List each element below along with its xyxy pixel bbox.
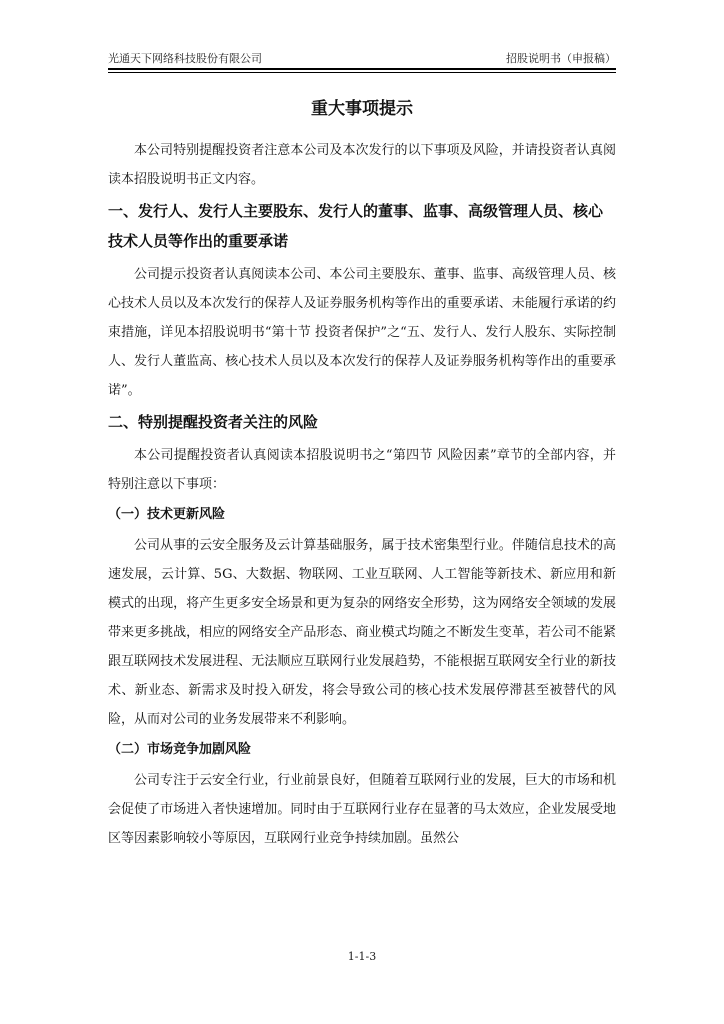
header-company-name: 光通天下网络科技股份有限公司: [108, 52, 262, 65]
section-1-body: 公司提示投资者认真阅读本公司、本公司主要股东、董事、监事、高级管理人员、核心技术人员以及本次发行的保荐人及证券服务机构等作出的重要承诺、未能履行承诺的约束措施，详见本招股说明书“第十节 投资者保护”之“五、发行人、发行人股东、实际控制人、发行人董监高、核心技术人员以及本次发行的保荐人及证券服务机构等作出的重要承诺”。: [108, 267, 616, 398]
page-content: [108, 96, 616, 853]
section-1-heading: 一、发行人、发行人主要股东、发行人的董事、监事、高级管理人员、核心技术人员等作出的重要承诺: [108, 202, 604, 250]
risk-1-body: 公司从事的云安全服务及云计算基础服务，属于技术密集型行业。伴随信息技术的高速发展，云计算、5G、大数据、物联网、工业互联网、人工智能等新技术、新应用和新模式的出现，将产生更多安全场景和更为复杂的网络安全形势，这为网络安全领域的发展带来更多挑战，相应的网络安全产品形态、商业模式均随之不断发生变革，若公司不能紧跟互联网技术发展进程、无法顺应互联网行业发展趋势，不能根据互联网安全行业的新技术、新业态、新需求及时投入研发，将会导致公司的核心技术发展停滞甚至被替代的风险，从而对公司的业务发展带来不利影响。: [108, 538, 616, 727]
section-2-body: 本公司提醒投资者认真阅读本招股说明书之“第四节 风险因素”章节的全部内容，并特别注意以下事项：: [108, 448, 616, 492]
header-rule: [108, 68, 616, 70]
risk-2-body: 公司专注于云安全行业，行业前景良好，但随着互联网行业的发展，巨大的市场和机会促使了市场进入者快速增加。同时由于互联网行业存在显著的马太效应，企业发展受地区等因素影响较小等原因，互联网行业竞争持续加剧。虽然公: [108, 773, 616, 846]
page-number: 1-1-3: [347, 950, 377, 963]
risk-1-heading: （一）技术更新风险: [108, 507, 226, 522]
page-header: [108, 50, 616, 68]
section-2-heading: 二、特别提醒投资者关注的风险: [108, 413, 319, 431]
header-document-title: 招股说明书（申报稿）: [506, 52, 616, 65]
page-title: 重大事项提示: [311, 99, 413, 119]
intro-paragraph: 本公司特别提醒投资者注意本公司及本次发行的以下事项及风险，并请投资者认真阅读本招股说明书正文内容。: [108, 143, 616, 187]
risk-2-heading: （二）市场竞争加剧风险: [108, 742, 252, 757]
header-rule-thin: [108, 72, 616, 73]
